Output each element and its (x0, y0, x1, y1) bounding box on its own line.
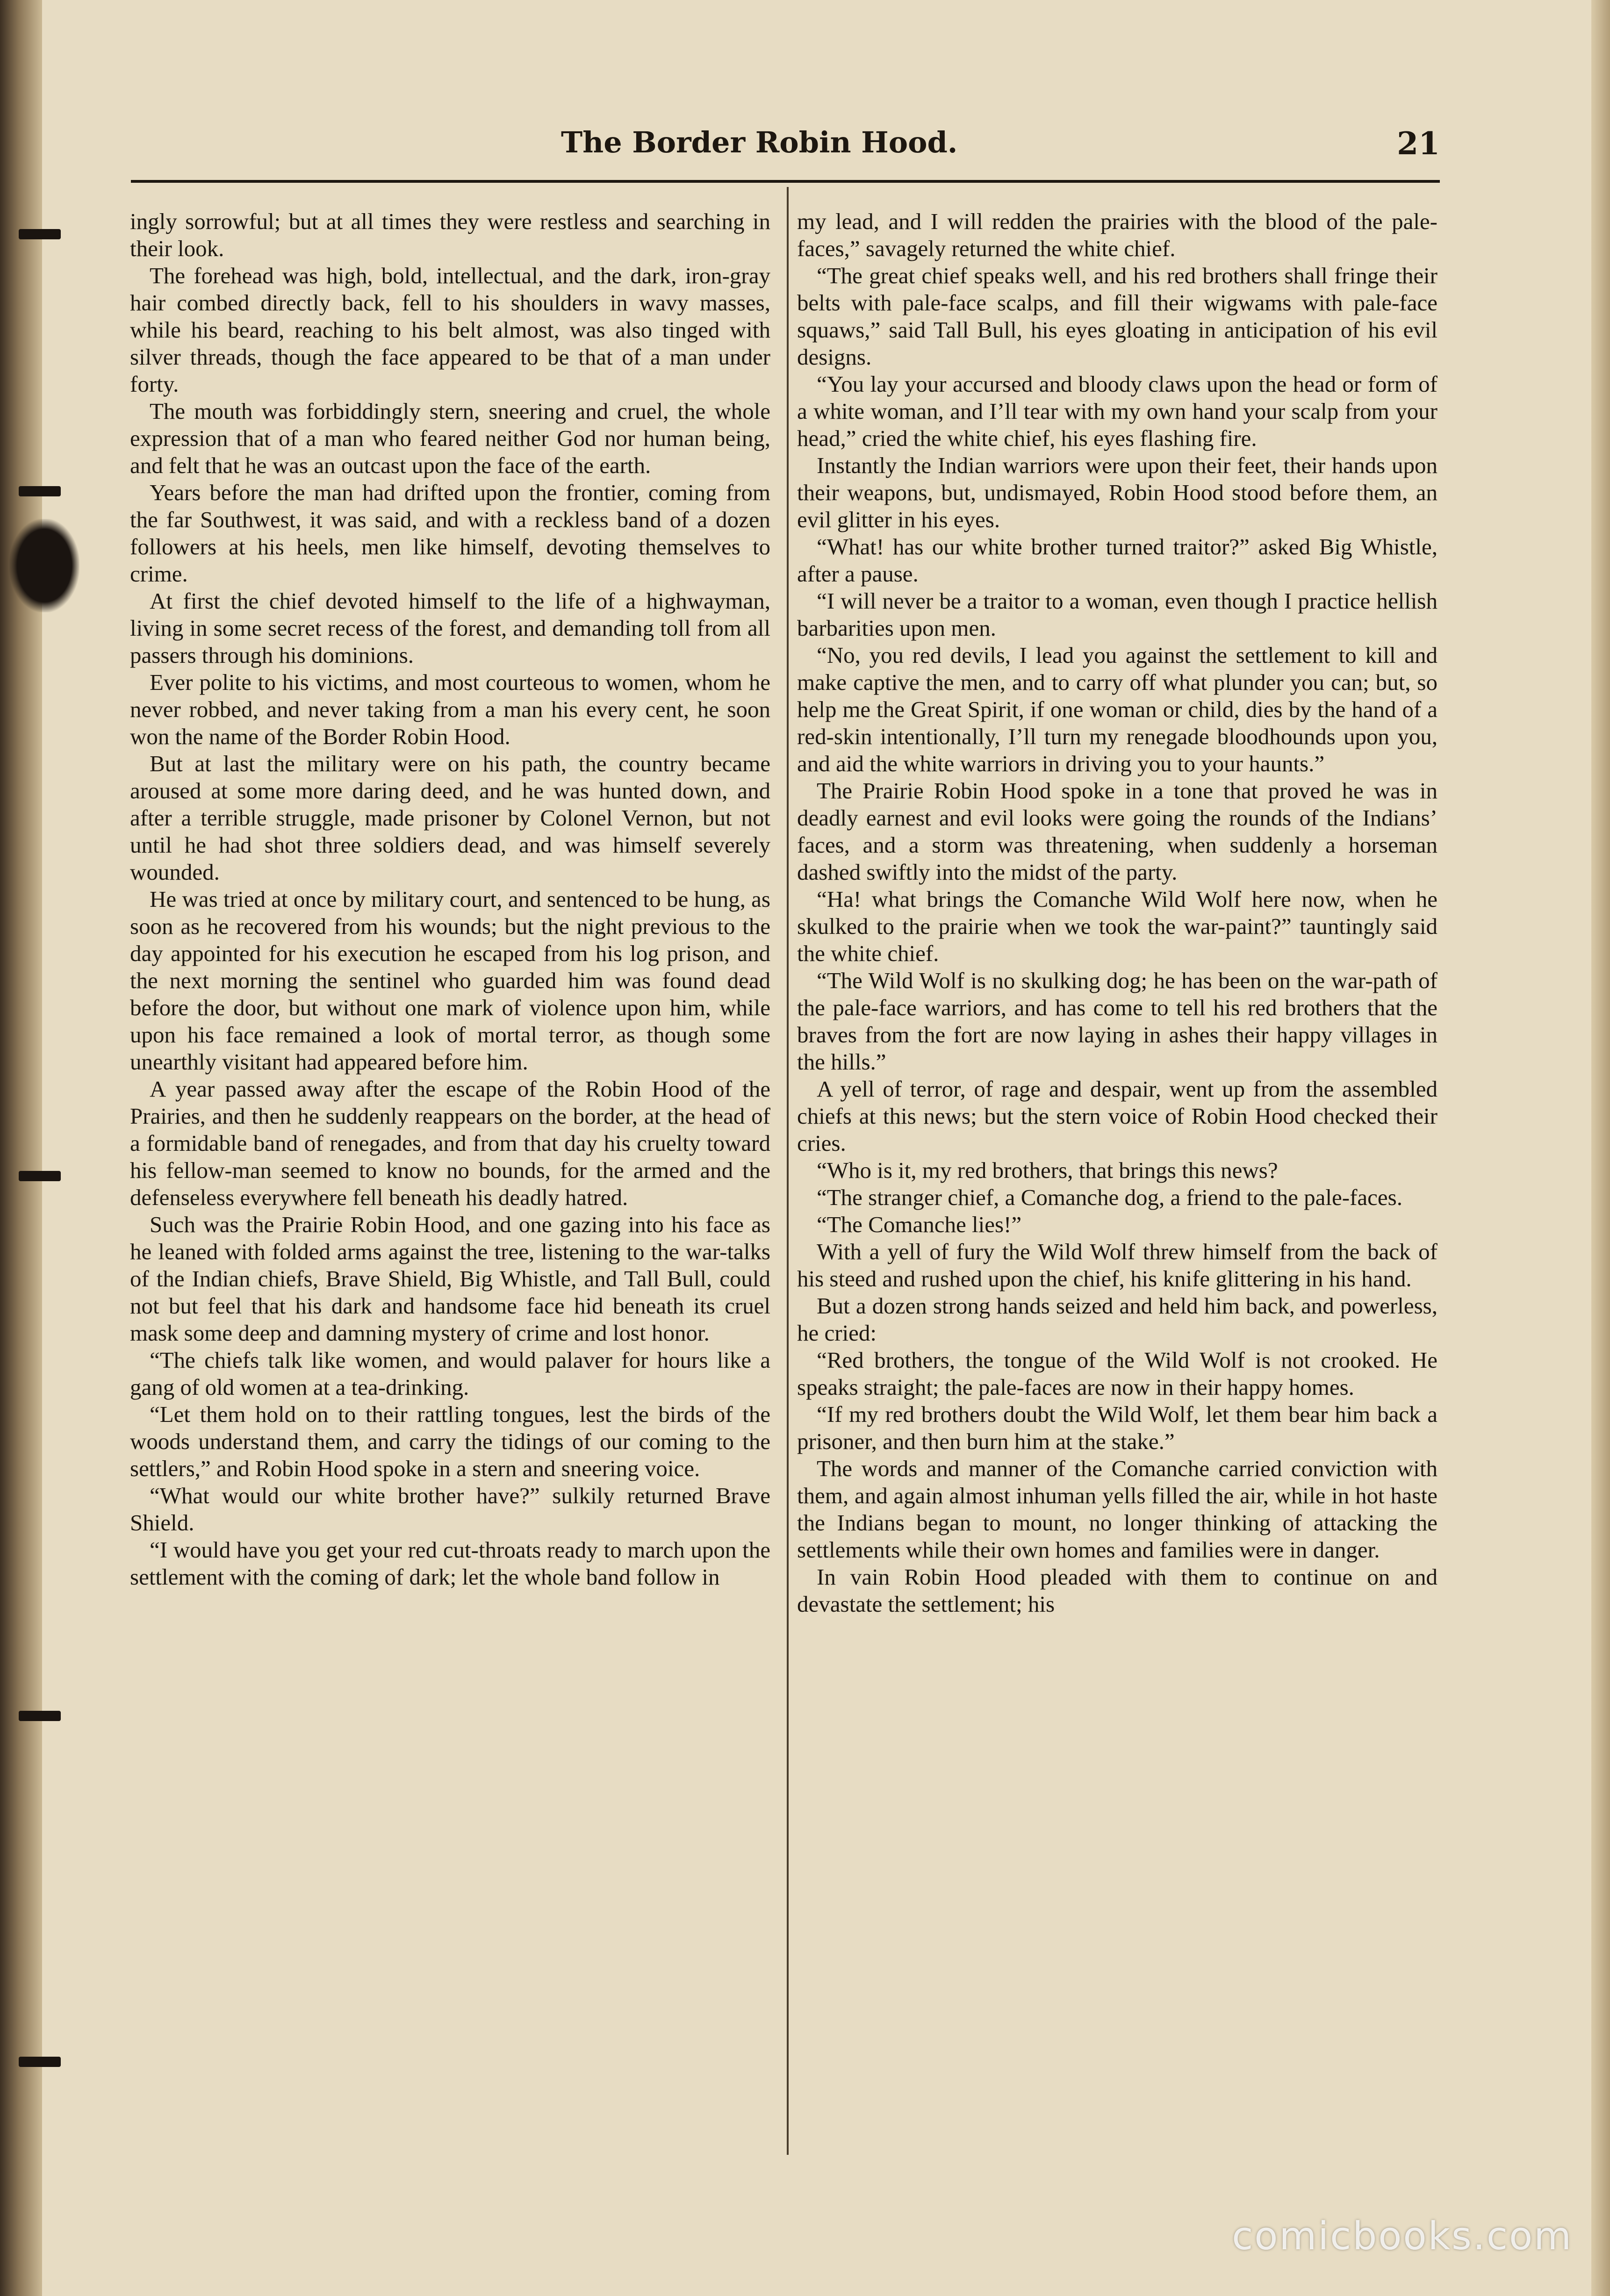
paragraph: my lead, and I will redden the prairies with the blood of the pale-faces,” savagely returned the white chief. (797, 208, 1438, 261)
binding-stitch (19, 2057, 61, 2067)
binding-stitch (19, 486, 61, 496)
paragraph: “If my red brothers doubt the Wild Wolf, let them bear him back a prisoner, and then burn him at the stake.” (797, 1401, 1438, 1454)
paragraph: The Prairie Robin Hood spoke in a tone that proved he was in deadly earnest and evil looks were going the rounds of the Indians’ faces, and a storm was threatening, when suddenly a horseman dashed swiftly into the midst of the party. (797, 778, 1438, 885)
running-head (131, 121, 1440, 172)
paragraph: “What! has our white brother turned traitor?” asked Big Whistle, after a pause. (797, 534, 1438, 587)
right-column (797, 208, 1438, 2152)
paragraph: The words and manner of the Comanche carried conviction with them, and again almost inhuman yells filled the air, while in hot haste the Indians began to mount, no longer thinking of attacking the settlements while their own homes and families were in danger. (797, 1456, 1438, 1563)
paragraph: At first the chief devoted himself to the life of a highwayman, living in some secret recess of the forest, and demanding toll from all passers through his dominions. (130, 588, 770, 668)
binding-stitch (19, 1711, 61, 1721)
left-column (130, 208, 770, 2152)
paragraph: In vain Robin Hood pleaded with them to continue on and devastate the settlement; his (797, 1564, 1438, 1617)
paragraph: But at last the military were on his path, the country became aroused at some more daring deed, and he was hunted down, and after a terrible struggle, made prisoner by Colonel Vernon, but not until he had shot three soldiers dead, and was himself severely wounded. (130, 751, 770, 885)
ink-stain (9, 519, 79, 612)
paragraph: “You lay your accursed and bloody claws upon the head or form of a white woman, and I’ll tear with my own hand your scalp from your head,” cried the white chief, his eyes flashing fire. (797, 371, 1438, 451)
paragraph: A year passed away after the escape of the Robin Hood of the Prairies, and then he suddenly reappears on the border, at the head of a formidable band of renegades, and from that day his cruelty toward his fellow-man seemed to know no bounds, for the armed and the defenseless everywhere fell beneath his deadly hatred. (130, 1076, 770, 1210)
paragraph: Years before the man had drifted upon the frontier, coming from the far Southwest, it was said, and with a reckless band of a dozen followers at his heels, men like himself, devoting themselves to crime. (130, 480, 770, 587)
paragraph: “The great chief speaks well, and his red brothers shall fringe their belts with pale-face scalps, and fill their wigwams with pale-face squaws,” said Tall Bull, his eyes gloating in anticipation of his evil designs. (797, 263, 1438, 370)
paragraph: “Red brothers, the tongue of the Wild Wolf is not crooked. He speaks straight; the pale-faces are now in their happy homes. (797, 1347, 1438, 1400)
paragraph: ingly sorrowful; but at all times they were restless and searching in their look. (130, 208, 770, 261)
paragraph: “The Comanche lies!” (817, 1212, 1022, 1237)
paragraph: “I will never be a traitor to a woman, even though I practice hellish barbarities upon men. (797, 588, 1438, 641)
paragraph: “Who is it, my red brothers, that brings this news? (817, 1157, 1278, 1183)
paragraph: “Ha! what brings the Comanche Wild Wolf here now, when he skulked to the prairie when we took the war-paint?” tauntingly said the white chief. (797, 886, 1438, 966)
paragraph: With a yell of fury the Wild Wolf threw himself from the back of his steed and rushed upon the chief, his knife glittering in his hand. (797, 1239, 1438, 1292)
paragraph: A yell of terror, of rage and despair, went up from the assembled chiefs at this news; but the stern voice of Robin Hood checked their cries. (797, 1076, 1438, 1156)
paragraph: “Let them hold on to their rattling tongues, lest the birds of the woods understand them, and carry the tidings of our coming to the settlers,” and Robin Hood spoke in a stern and sneering voice. (130, 1401, 770, 1481)
column-divider (787, 187, 789, 2155)
header-rule (131, 180, 1440, 183)
paragraph: The forehead was high, bold, intellectual, and the dark, iron-gray hair combed directly back, fell to his shoulders in wavy masses, while his beard, reaching to his belt almost, was also tinged with silver threads, though the face appeared to be that of a man under forty. (130, 263, 770, 397)
watermark: comicbooks.com (1232, 2214, 1573, 2259)
paragraph: “The Wild Wolf is no skulking dog; he has been on the war-path of the pale-face warriors, and has come to tell his red brothers that the braves from the fort are now laying in ashes their happy villages in the hills.” (797, 968, 1438, 1075)
paragraph: Such was the Prairie Robin Hood, and one gazing into his face as he leaned with folded arms against the tree, listening to the war-talks of the Indian chiefs, Brave Shield, Big Whistle, and Tall Bull, could not but feel that his dark and handsome face hid beneath its cruel mask some deep and damning mystery of crime and lost honor. (130, 1212, 770, 1346)
binding-stitch (19, 229, 61, 239)
paragraph: He was tried at once by military court, and sentenced to be hung, as soon as he recovered from his wounds; but the night previous to the day appointed for his execution he escaped from his log prison, and the next morning the sentinel who guarded him was found dead before the door, but without one mark of violence upon him, while upon his face remained a look of mortal terror, as though some unearthly visitant had appeared before him. (130, 886, 770, 1075)
binding-stitch (19, 1171, 61, 1181)
page-edge (1591, 0, 1610, 2296)
paragraph: “No, you red devils, I lead you against the settlement to kill and make captive the men, and to carry off what plunder you can; but, so help me the Great Spirit, if one woman or child, dies by the hand of a red-skin intentionally, I’ll turn my renegade bloodhounds upon you, and aid the white warriors in driving you to your haunts.” (797, 642, 1438, 776)
paragraph: But a dozen strong hands seized and held him back, and powerless, he cried: (797, 1293, 1438, 1346)
binding-edge (0, 0, 42, 2296)
paragraph: “What would our white brother have?” sulkily returned Brave Shield. (130, 1483, 770, 1535)
paragraph: Ever polite to his victims, and most courteous to women, whom he never robbed, and never taking from a man his every cent, he soon won the name of the Border Robin Hood. (130, 669, 770, 749)
paragraph: Instantly the Indian warriors were upon their feet, their hands upon their weapons, but, undismayed, Robin Hood stood before them, an evil glitter in his eyes. (797, 452, 1438, 532)
page-number: 21 (1397, 125, 1440, 162)
page-title: The Border Robin Hood. (561, 125, 958, 159)
paragraph: “The stranger chief, a Comanche dog, a friend to the pale-faces. (817, 1184, 1402, 1210)
paragraph: The mouth was forbiddingly stern, sneering and cruel, the whole expression that of a man who feared neither God nor human being, and felt that he was an outcast upon the face of the earth. (130, 398, 770, 478)
paragraph: “I would have you get your red cut-throats ready to march upon the settlement with the coming of dark; let the whole band follow in (130, 1537, 770, 1590)
paragraph: “The chiefs talk like women, and would palaver for hours like a gang of old women at a tea-drinking. (130, 1347, 770, 1400)
